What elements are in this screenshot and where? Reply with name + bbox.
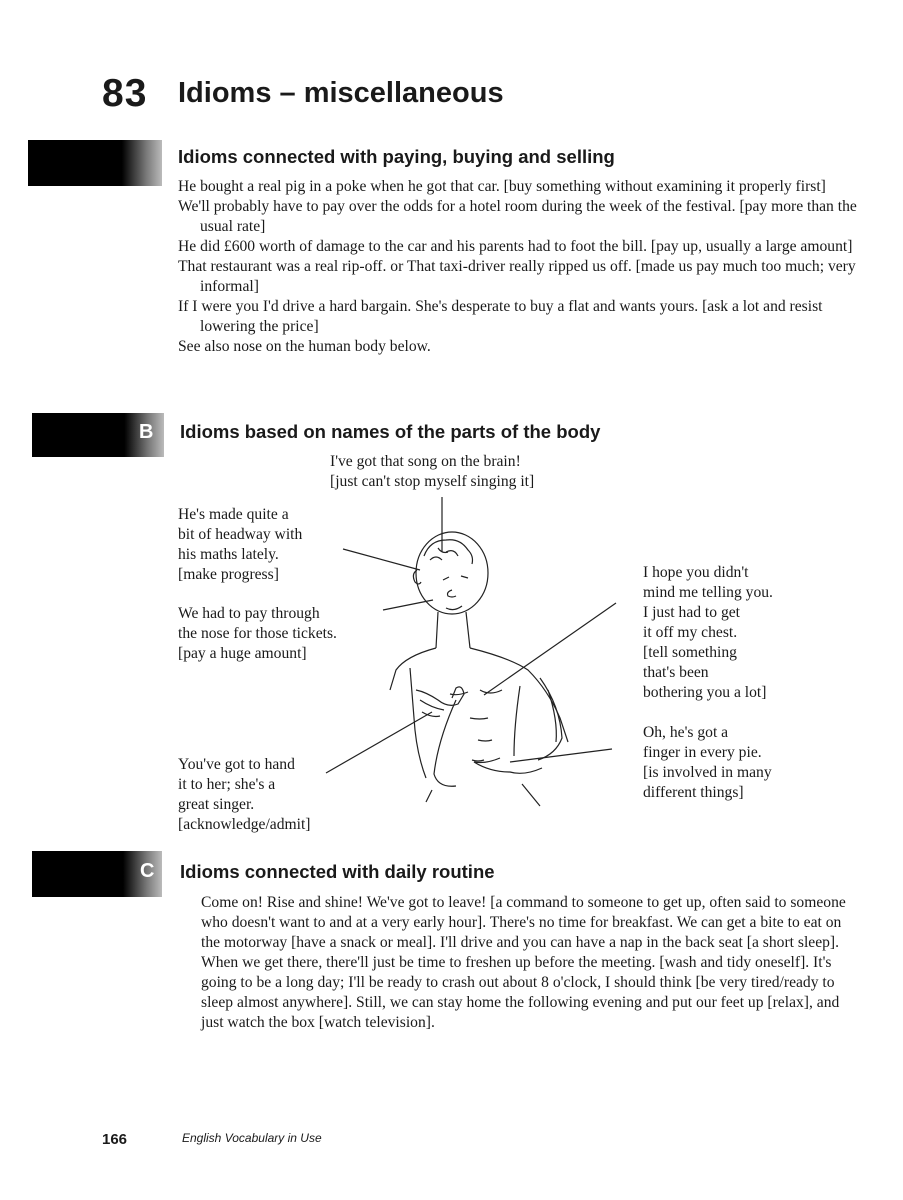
idiom-entry-see-also: See also nose on the human body below. xyxy=(178,338,431,355)
headway-pointer-line xyxy=(343,549,420,570)
pie-caption: Oh, he's got a finger in every pie. [is involved in many different things] xyxy=(643,724,772,801)
pointing-hand-icon xyxy=(474,758,542,773)
idiom-entry-foot-the-bill: He did £600 worth of damage to the car and his parents had to foot the bill. [pay up, usually a large amount] xyxy=(178,238,853,255)
left-forearm-outline xyxy=(434,700,456,786)
torso-outline xyxy=(410,668,520,778)
neck-outline xyxy=(436,612,470,648)
lower-body-outline xyxy=(426,784,540,806)
section-b-heading: Idioms based on names of the parts of the body xyxy=(180,421,601,442)
section-a-heading: Idioms connected with paying, buying and selling xyxy=(178,146,615,167)
head-outline xyxy=(416,532,488,614)
page-number: 166 xyxy=(102,1131,128,1148)
brain-caption: I've got that song on the brain! [just can't stop myself singing it] xyxy=(330,453,535,490)
right-arm-outline xyxy=(538,678,562,760)
hand-on-chest-icon xyxy=(416,687,464,717)
chest-pointer-line xyxy=(484,603,616,695)
headway-caption: He's made quite a bit of headway with his maths lately. [make progress] xyxy=(178,506,303,583)
brain-icon xyxy=(424,540,473,564)
section-c-heading: Idioms connected with daily routine xyxy=(180,861,495,882)
section-c-letter: C xyxy=(140,860,155,882)
idiom-entry-rip-off: That restaurant was a real rip-off. or That taxi-driver really ripped us off. [made us pay much too much; very informal] xyxy=(178,258,856,295)
daily-routine-paragraph: Come on! Rise and shine! We've got to leave! [a command to someone to get up, often said to someone who doesn't want to and at a very early hour]. There's no time for breakfast. We can get a bite to eat on the motorway [have a snack or meal]. I'll drive and you can have a nap in the back seat [a short sleep]. When we get there, there'll just be time to freshen up before the meeting. [wash and tidy oneself]. It's going to be a long day; I'll be ready to crash out about 8 o'clock, I should think [be very tired/ready to sleep almost anywhere]. Still, we can stay home the following evening and put our feet up [relax], and just watch the box [watch television]. xyxy=(201,894,846,1031)
hand-caption: You've got to hand it to her; she's a great singer. [acknowledge/admit] xyxy=(178,756,311,833)
section-b-letter: B xyxy=(139,421,154,443)
nose-caption: We had to pay through the nose for those tickets. [pay a huge amount] xyxy=(178,605,337,662)
pie-pointer-line xyxy=(510,749,612,762)
chest-caption: I hope you didn't mind me telling you. I just had to get it off my chest. [tell something that's been bothering you a lot] xyxy=(643,564,773,701)
eye-icon xyxy=(443,576,468,580)
idiom-entry-over-the-odds: We'll probably have to pay over the odds for a hotel room during the week of the festival. [pay more than the usual rate] xyxy=(178,198,857,235)
nose-icon xyxy=(448,590,457,597)
mouth-icon xyxy=(446,606,462,610)
idiom-entry-pig-in-a-poke: He bought a real pig in a poke when he got that car. [buy something without examining it properly first] xyxy=(178,178,826,195)
shoulders-outline xyxy=(390,648,568,742)
book-title: English Vocabulary in Use xyxy=(182,1131,322,1145)
chest-marks xyxy=(450,690,502,761)
unit-title: Idioms – miscellaneous xyxy=(178,77,504,109)
idiom-entry-hard-bargain: If I were you I'd drive a hard bargain. She's desperate to buy a flat and wants yours. [ask a lot and resist lowering the price] xyxy=(178,298,823,335)
unit-number: 83 xyxy=(102,72,148,115)
